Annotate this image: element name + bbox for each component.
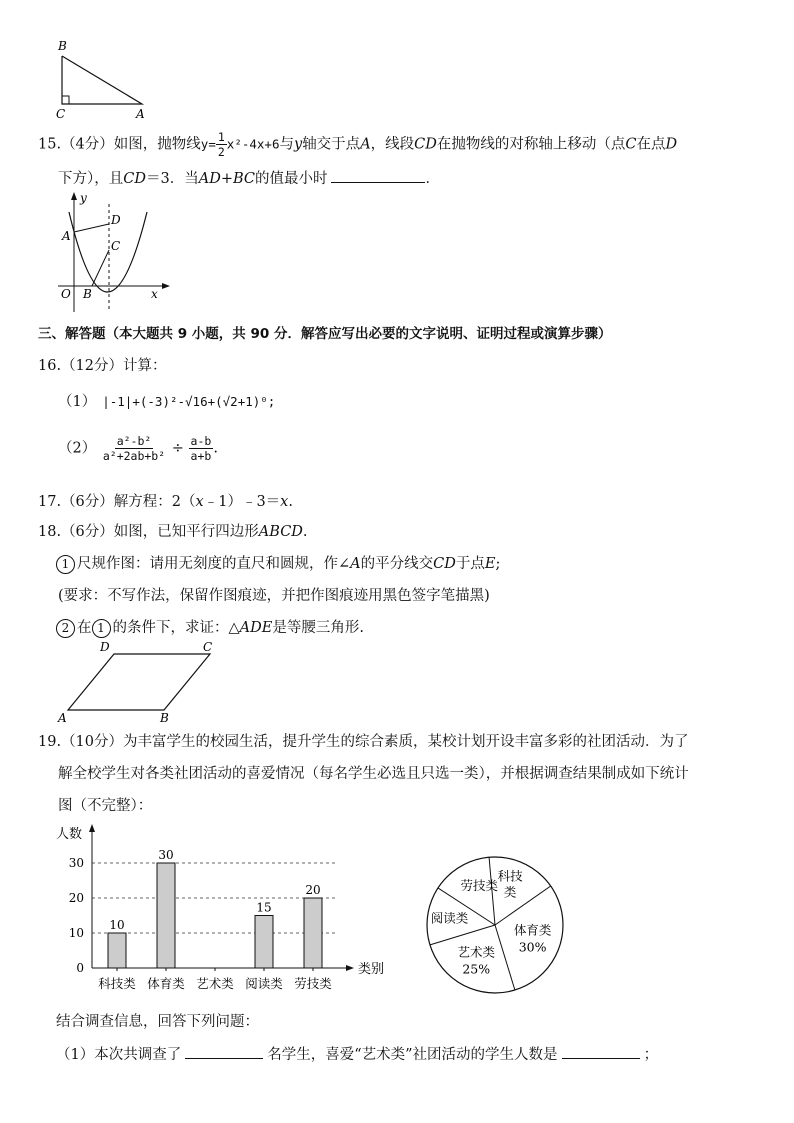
- parabola-label-o: O: [61, 287, 71, 301]
- students-count-blank[interactable]: [185, 1044, 263, 1059]
- bar: [304, 898, 322, 968]
- step1-ref-circled-number: 1: [92, 619, 111, 638]
- q19-number: 19.: [38, 734, 62, 750]
- q16-line: [38, 356, 167, 376]
- q16-part1: [58, 392, 275, 412]
- pie-slice-boundary: [495, 925, 515, 990]
- q18-text: ;: [495, 556, 501, 572]
- q15-number: 15.: [38, 136, 62, 153]
- q15-text: 与: [279, 136, 294, 153]
- y-tick-label: 0: [76, 961, 84, 975]
- q15-formula-rest: x²-4x+6: [226, 136, 280, 152]
- bar: [108, 933, 126, 968]
- q19-line1: [38, 732, 689, 752]
- q15-var: C: [625, 136, 637, 153]
- q19-sub1: [56, 1044, 658, 1065]
- parallelogram-label-a: A: [58, 711, 67, 724]
- q15-var: D: [665, 136, 678, 153]
- parabola-label-x: x: [151, 287, 158, 301]
- parallelogram-figure: [52, 638, 222, 724]
- x-tick-label: 科技类: [98, 976, 136, 991]
- triangle-label-b: B: [58, 39, 67, 53]
- triangle-label-c: C: [56, 107, 66, 121]
- q15-text: ．: [425, 171, 440, 187]
- q18-var: ABCD: [258, 524, 303, 540]
- bar: [255, 916, 273, 969]
- parallelogram-label-c: C: [203, 640, 213, 654]
- q18-text: 的平分线交: [360, 556, 434, 572]
- q16-p2-div: ÷: [171, 440, 184, 457]
- q16-number: 16.: [38, 358, 62, 374]
- q15-text: 如图，抛物线: [113, 136, 201, 153]
- q15-var: CD: [123, 171, 146, 187]
- q15-var: AD+BC: [198, 171, 255, 187]
- q17-var: x: [280, 494, 289, 510]
- parabola-label-y: y: [80, 191, 87, 205]
- pie-slice-label: 阅读类: [430, 910, 469, 926]
- q17-line: [38, 492, 293, 512]
- q15-fraction: [216, 130, 227, 159]
- q18-var: A: [350, 556, 361, 572]
- q16-p1-expr: |-1|+(-3)²-√16+(√2+1)⁰;: [102, 394, 276, 409]
- q15-text: 在点: [636, 136, 666, 153]
- q17-var: x: [195, 494, 204, 510]
- q18-text: 的条件下，求证：△: [112, 620, 240, 636]
- bar: [157, 863, 175, 968]
- q18-requirement: (要求：不写作法，保留作图痕迹，并把作图痕迹用黑色签字笔描黑): [58, 588, 490, 604]
- q18-text: 在: [77, 620, 92, 636]
- y-tick-label: 30: [68, 856, 84, 870]
- q15-points: （4分）: [61, 136, 114, 153]
- q16-text: 计算：: [123, 358, 167, 374]
- parallelogram-label-b: B: [160, 711, 169, 724]
- q16-p2-fraction: [101, 434, 167, 463]
- q19-line3: 图（不完整）：: [58, 798, 153, 814]
- bar-value-label: 30: [158, 848, 174, 862]
- q18-text: .: [302, 524, 308, 540]
- pie-slice-label: 劳技类: [460, 878, 499, 894]
- q15-answer-blank[interactable]: [331, 168, 425, 183]
- q16-part2: [58, 434, 218, 463]
- q15-text: 在抛物线的对称轴上移动（点: [436, 136, 626, 153]
- pie-slice-label: 类: [503, 884, 517, 900]
- q17-text: 解方程：2（: [113, 494, 196, 510]
- q19-text: ；: [643, 1047, 659, 1063]
- art-count-blank[interactable]: [562, 1044, 640, 1059]
- x-tick-label: 阅读类: [245, 976, 283, 991]
- pie-slice-percent: 30%: [518, 939, 547, 955]
- q18-number: 18.: [38, 524, 62, 540]
- x-axis-label: 类别: [358, 962, 385, 977]
- parallelogram-label-d: D: [100, 640, 110, 654]
- q18-points: （6分）: [61, 524, 114, 540]
- q18-text: 是等腰三角形.: [272, 620, 364, 636]
- q19-combine: 结合调查信息，回答下列问题：: [56, 1014, 259, 1030]
- q15-text: 轴交于点: [302, 136, 361, 153]
- q18-text: 如图，已知平行四边形: [113, 524, 259, 540]
- q15-line1: [38, 130, 677, 159]
- q16-p2-num: a²-b²: [116, 434, 152, 448]
- q16-p2-end: .: [213, 440, 218, 457]
- q18-var: E: [484, 556, 496, 572]
- pie-slice-percent: 25%: [462, 961, 491, 977]
- q18-var: CD: [433, 556, 456, 572]
- bar-chart: [50, 822, 400, 998]
- section3-heading: 三、解答题（本大题共 9 小题，共 90 分．解答应写出必要的文字说明、证明过程或演算步骤）: [38, 326, 612, 342]
- y-axis-label: 人数: [56, 827, 83, 842]
- q17-number: 17.: [38, 494, 62, 510]
- pie-chart: [420, 850, 570, 1000]
- pie-slice-label: 艺术类: [457, 944, 495, 960]
- q15-text: 的值最小时: [254, 171, 328, 187]
- parabola-label-d: D: [111, 213, 121, 227]
- pie-slice-label: 科技: [497, 868, 523, 884]
- y-axis-arrow: [89, 824, 95, 832]
- q16-points: （12分）: [61, 358, 124, 374]
- pie-slice-label: 体育类: [513, 922, 552, 938]
- q15-text: 下方），且: [58, 171, 124, 187]
- q15-var: y: [293, 136, 303, 153]
- q18-line: [38, 522, 308, 542]
- q19-text-1: 为丰富学生的校园生活，提升学生的综合素质，某校计划开设丰富多彩的社团活动．为了: [123, 734, 689, 750]
- q16-p2-num2: a-b: [190, 434, 212, 448]
- x-tick-label: 体育类: [147, 976, 185, 991]
- q18-text: 尺规作图：请用无刻度的直尺和圆规，作∠: [77, 556, 351, 572]
- bar-value-label: 20: [305, 883, 321, 897]
- q15-var: A: [360, 136, 371, 153]
- q18-text: 于点: [455, 556, 485, 572]
- step2-circled-number: 2: [56, 619, 75, 638]
- q19-text: 名学生，喜爱“艺术类”社团活动的学生人数是: [267, 1047, 558, 1063]
- x-tick-label: 艺术类: [196, 976, 234, 991]
- q19-line2: 解全校学生对各类社团活动的喜爱情况（每名学生必选且只选一类），并根据调查结果制成如下统计: [58, 766, 689, 782]
- triangle-label-a: A: [136, 107, 145, 121]
- q17-points: （6分）: [61, 494, 114, 510]
- q16-p2-den2: a+b: [190, 449, 212, 463]
- q15-frac-den: 2: [217, 145, 225, 159]
- parabola-label-c: C: [111, 239, 121, 253]
- q19-points: （10分）: [61, 734, 124, 750]
- q18-var: ADE: [239, 620, 273, 636]
- q17-text: .: [288, 494, 293, 510]
- parabola-label-a: A: [62, 229, 71, 243]
- q16-p2-label: （2）: [58, 440, 97, 457]
- q16-p2-den: a²+2ab+b²: [102, 449, 166, 463]
- q17-text: ﹣1）﹣3＝: [203, 494, 281, 510]
- q15-formula-y: y=: [200, 136, 216, 152]
- q16-p2-fraction2: [189, 434, 214, 463]
- q18-step2: [56, 618, 364, 638]
- triangle-figure: [50, 36, 160, 122]
- q15-text: ，线段: [370, 136, 415, 153]
- q15-line2: [58, 168, 440, 189]
- pie-slice-boundary: [430, 925, 495, 945]
- q16-p1-label: （1）: [58, 394, 97, 410]
- q18-step1: [56, 554, 500, 574]
- q15-frac-num: 1: [217, 130, 225, 144]
- parabola-label-b: B: [83, 287, 92, 301]
- bar-value-label: 10: [109, 918, 125, 932]
- bar-value-label: 15: [256, 900, 272, 915]
- x-axis-arrow: [346, 965, 354, 971]
- y-tick-label: 10: [68, 926, 84, 940]
- q15-var: CD: [414, 136, 437, 153]
- parabola-figure: [52, 190, 172, 314]
- x-tick-label: 劳技类: [294, 976, 332, 991]
- y-tick-label: 20: [68, 891, 84, 905]
- q15-text: ＝3．当: [145, 171, 199, 187]
- step1-circled-number: 1: [56, 555, 75, 574]
- q19-text: （1）本次共调查了: [56, 1047, 182, 1063]
